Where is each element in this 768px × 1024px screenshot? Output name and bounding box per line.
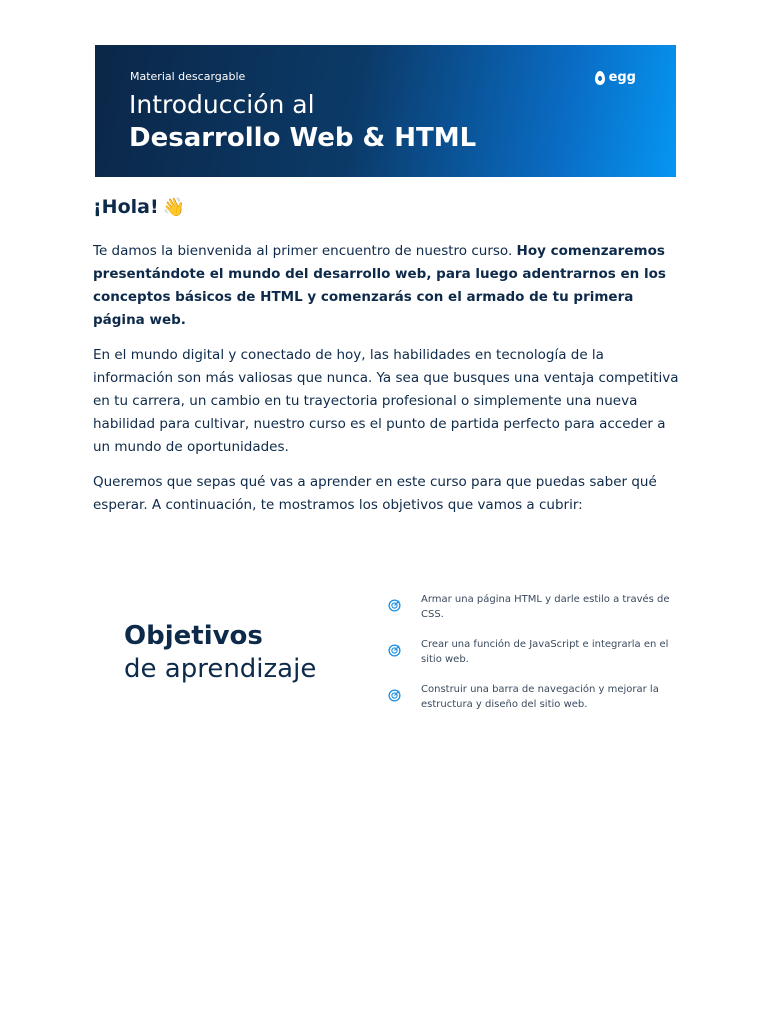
banner-title-line2: Desarrollo Web & HTML (129, 123, 477, 153)
objectives-title: Objetivos (124, 621, 263, 651)
target-check-icon (388, 689, 401, 702)
waving-hand-icon: 👋 (162, 197, 186, 218)
egg-logo-icon (595, 71, 605, 85)
objectives-list (388, 592, 678, 727)
greeting-heading (93, 196, 185, 218)
objective-item (388, 637, 678, 682)
header-banner (95, 45, 676, 177)
objective-item (388, 682, 678, 727)
objective-item (388, 592, 678, 637)
objective-text: Armar una página HTML y darle estilo a través de CSS. (421, 594, 670, 620)
context-paragraph: En el mundo digital y conectado de hoy, las habilidades en tecnología de la información son más valiosas que nunca. Ya sea que busques una ventaja competitiva en tu carrera, un cambio en tu trayectoria profesional o simplemente una nueva habilidad para cultivar, nuestro curso es el punto de partida perfecto para acceder a un mundo de oportunidades. (93, 347, 679, 455)
intro-plain-text: Te damos la bienvenida al primer encuentro de nuestro curso. (93, 243, 517, 259)
objective-text: Construir una barra de navegación y mejorar la estructura y diseño del sitio web. (421, 684, 659, 710)
target-check-icon (388, 644, 401, 657)
brand-name: egg (608, 70, 636, 85)
brand-logo (595, 70, 636, 85)
intro-bold-text: Hoy comenzaremos presentándote el mundo del desarrollo web, para luego adentrarnos en los conceptos básicos de HTML y comenzarás con el armado de tu primera página web. (93, 243, 666, 328)
greeting-text: ¡Hola! (93, 196, 159, 218)
target-check-icon (388, 599, 401, 612)
objectives-subtitle: de aprendizaje (124, 654, 317, 684)
objectives-intro-paragraph: Queremos que sepas qué vas a aprender en este curso para que puedas saber qué esperar. A continuación, te mostramos los objetivos que vamos a cubrir: (93, 474, 657, 513)
objective-text: Crear una función de JavaScript e integrarla en el sitio web. (421, 639, 669, 665)
banner-kicker: Material descargable (130, 70, 246, 83)
intro-paragraph (93, 240, 683, 332)
banner-title-line1: Introducción al (129, 90, 315, 119)
